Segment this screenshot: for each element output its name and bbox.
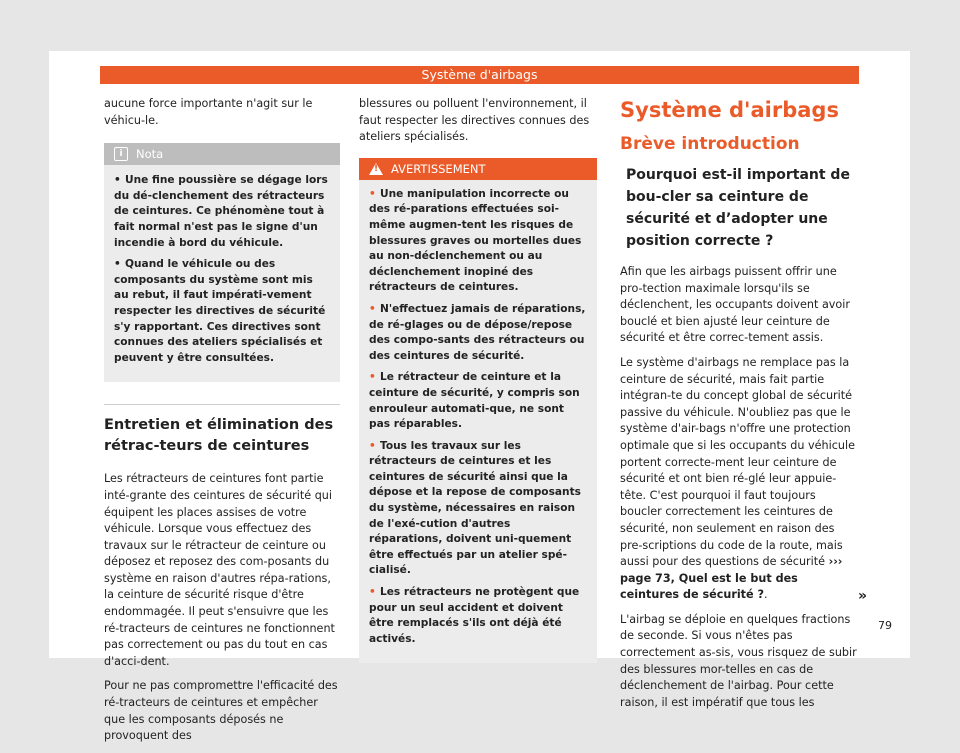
note-box: [104, 143, 340, 382]
continue-mark: »: [858, 588, 868, 604]
warning-header: [359, 158, 597, 180]
bullet-dot: •: [369, 371, 376, 384]
bullet-dot: •: [369, 187, 376, 200]
page-number: 79: [878, 619, 892, 632]
bullet-dot: •: [114, 258, 121, 271]
warning-bullet-text: Tous les travaux sur les rétracteurs de ceintures et les ceintures de sécurité ainsi que la dépose et la repose de composants du système, nécessaires en raison de l'exé-cution d'autres réparations, doivent uni-quement être effectués par un atelier spé-cialisé.: [369, 439, 581, 577]
chapter-title: Système d'airbags: [620, 98, 839, 122]
warning-bullet-text: Les rétracteurs ne protègent que pour un seul accident et doivent être remplacés s'ils ont déjà été activés.: [369, 586, 580, 645]
page-reference-link[interactable]: ››› page 73, Quel est le but des ceintures de sécurité ?: [620, 555, 843, 602]
column-right: [620, 96, 860, 719]
warning-bullet-text: Une manipulation incorrecte ou des ré-parations effectuées soi-même augmen-tent les risques de blessures graves ou mortelles dues au non-déclenchement ou au déclenchement inopiné des rétracteurs de ceintures.: [369, 187, 582, 294]
section-subtitle: Brève introduction: [620, 134, 800, 154]
note-bullet: [114, 173, 330, 251]
column-middle: [359, 96, 597, 663]
section-title: Entretien et élimination des rétrac-teurs de ceintures: [104, 404, 340, 457]
intro-text: aucune force importante n'agit sur le véhicu-le.: [104, 97, 313, 127]
warning-bullet: [369, 439, 587, 579]
warning-bullet: [369, 585, 587, 647]
bullet-dot: •: [369, 586, 376, 599]
warning-bullet: [369, 187, 587, 296]
warning-bullet-text: Le rétracteur de ceinture et la ceinture de sécurité, y compris son enrouleur automati-que, ne sont pas réparables.: [369, 371, 580, 431]
body-paragraph: Pour ne pas compromettre l'efficacité des ré-tracteurs de ceintures et empêcher que les composants déposés ne provoquent des: [104, 679, 338, 743]
note-bullet: [114, 257, 330, 366]
paragraph-end: .: [764, 588, 768, 602]
note-label: Nota: [136, 147, 164, 162]
body-paragraph: Afin que les airbags puissent offrir une pro-tection maximale lorsqu'ils se déclenchent, les occupants doivent avoir bouclé et bien ajusté leur ceinture de sécurité et être correc-tement assis.: [620, 265, 850, 345]
bullet-dot: •: [369, 302, 376, 315]
body-paragraph: Les rétracteurs de ceintures font partie inté-grante des ceintures de sécurité qui équipent les places assises de votre véhicule. Lorsque vous effectuez des travaux sur le rétracteur de ceinture ou déposez et reposez des com-posants du système en raison d'autres répa-rations, la ceinture de sécurité risque d'être endommagée. Il peut s'ensuivre que les ré-tracteurs de ceintures ne fonctionnent pas correctement ou pas du tout en cas d'acci-dent.: [104, 472, 335, 668]
paragraph-text: Le système d'airbags ne remplace pas la ceinture de sécurité, mais fait partie intégran-te du concept global de sécurité passive du véhicule. N'oubliez pas que le système d'air-bags n'offre une protection optimale que si les occupants du véhicule portent correcte-ment leur ceinture de sécurité et ont bien ré-glé leur appuie-tête. C'est pourquoi il faut toujours boucler correctement les ceintures de sécurité, non seulement en raison des pre-scriptions du code de la route, mais aussi pour des questions de sécurité: [620, 355, 855, 569]
intro-text: blessures ou polluent l'environnement, il faut respecter les directives connues des ateliers spécialisés.: [359, 97, 590, 144]
bullet-dot: •: [369, 439, 376, 452]
note-header: [104, 143, 340, 165]
note-bullet-text: Une fine poussière se dégage lors du dé-clenchement des rétracteurs de ceintures. Ce phénomène tout à fait normal n'est pas le signe d'un incendie à bord du véhicule.: [114, 174, 328, 249]
note-bullet-text: Quand le véhicule ou des composants du système sont mis au rebut, il faut impérati-vement respecter les directives de sécurité s'y rapportant. Ces directives sont connues des ateliers spécialisés et peuvent y être consultées.: [114, 258, 326, 364]
bullet-dot: •: [114, 174, 121, 187]
question-heading: Pourquoi est-il important de bou-cler sa ceinture de sécurité et d’adopter une position correcte ?: [626, 167, 850, 249]
warning-bullet-text: N'effectuez jamais de réparations, de ré-glages ou de dépose/repose des compo-sants des rétracteurs ou des ceintures de sécurité.: [369, 302, 586, 362]
info-icon: i: [114, 147, 128, 161]
body-paragraph: L'airbag se déploie en quelques fractions de seconde. Si vous n'êtes pas correctement as-sis, vous risquez de subir des blessures mor-telles en cas de déclenchement de l'airbag. Pour cette raison, il est impératif que tous les: [620, 612, 857, 709]
warning-label: AVERTISSEMENT: [391, 161, 486, 176]
chapter-header: Système d'airbags: [100, 66, 859, 84]
column-left: [104, 96, 340, 753]
warning-box: [359, 158, 597, 664]
warning-bullet: [369, 302, 587, 364]
warning-bullet: [369, 370, 587, 432]
body-paragraph: [620, 355, 860, 604]
warning-triangle-icon: [369, 163, 383, 175]
